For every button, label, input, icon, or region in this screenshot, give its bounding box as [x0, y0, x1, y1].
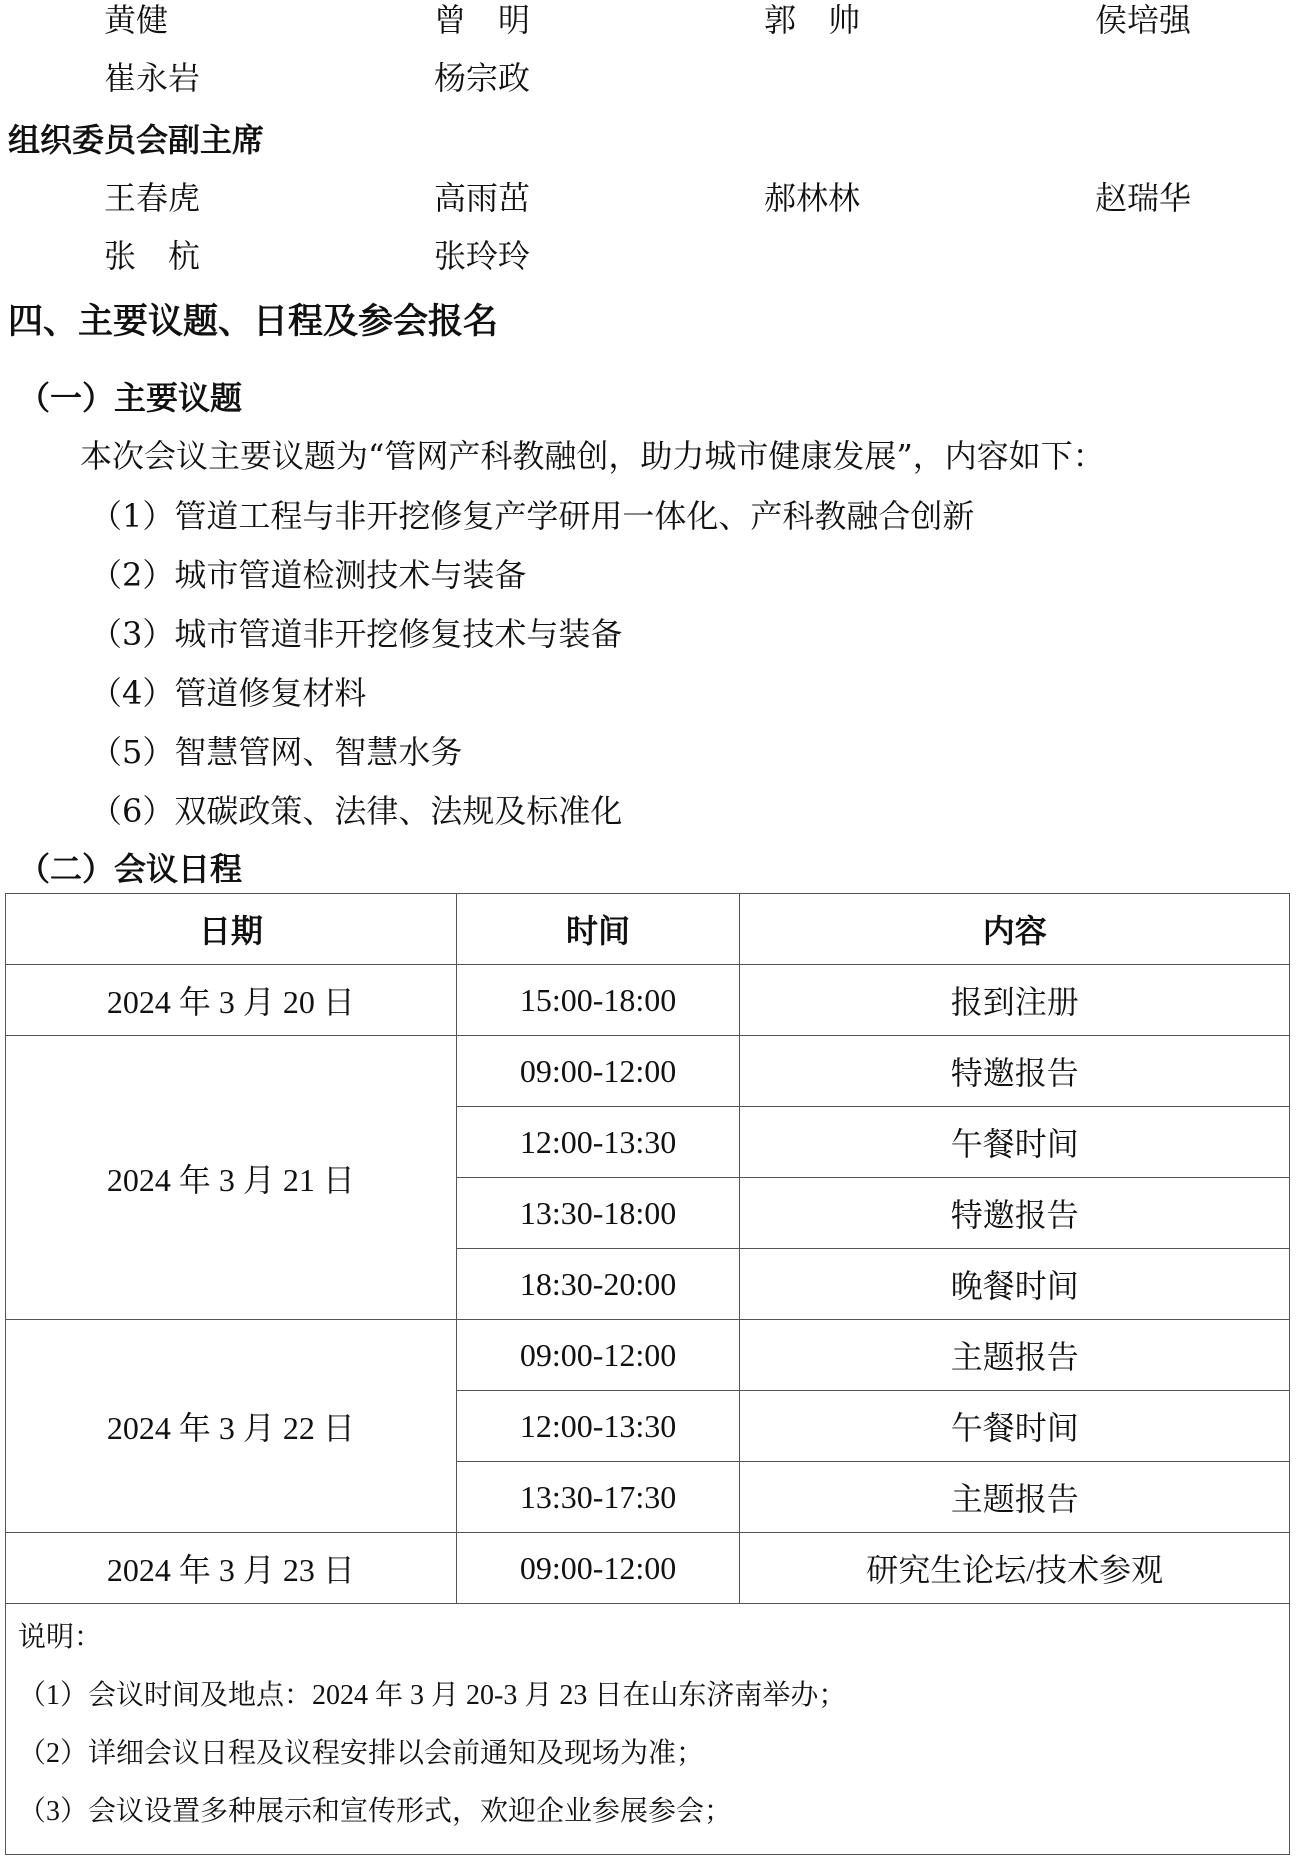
member-name: 曾 明	[434, 1, 531, 39]
vice-member-name: 赵瑞华	[1095, 179, 1192, 217]
member-name: 侯培强	[1095, 1, 1192, 39]
vice-member-name: 王春虎	[104, 179, 201, 217]
subsection-heading-topics: （一）主要议题	[18, 379, 243, 417]
time-cell: 13:30-17:30	[456, 1462, 740, 1533]
topic-item: （3）城市管道非开挖修复技术与装备	[90, 615, 623, 653]
notes-row	[6, 1604, 1290, 1855]
vice-member-name: 张 杭	[104, 237, 201, 275]
date-cell: 2024 年 3 月 20 日	[6, 965, 457, 1036]
member-name: 杨宗政	[434, 59, 531, 97]
note-item: （3）会议设置多种展示和宣传形式，欢迎企业参展参会；	[18, 1796, 733, 1827]
content-cell: 午餐时间	[740, 1107, 1290, 1178]
date-cell: 2024 年 3 月 22 日	[6, 1320, 457, 1533]
content-cell: 午餐时间	[740, 1391, 1290, 1462]
content-cell: 特邀报告	[740, 1178, 1290, 1249]
table-row	[6, 965, 1290, 1036]
column-header-time: 时间	[456, 894, 740, 965]
time-cell: 09:00-12:00	[456, 1320, 740, 1391]
content-cell: 晚餐时间	[740, 1249, 1290, 1320]
section-heading: 四、主要议题、日程及参会报名	[8, 301, 499, 342]
subsection-heading-schedule: （二）会议日程	[18, 850, 243, 888]
table-row	[6, 1533, 1290, 1604]
column-header-content: 内容	[740, 894, 1290, 965]
topic-item: （6）双碳政策、法律、法规及标准化	[90, 792, 623, 830]
content-cell: 报到注册	[740, 965, 1290, 1036]
date-cell: 2024 年 3 月 21 日	[6, 1036, 457, 1320]
member-name: 崔永岩	[104, 59, 201, 97]
notes-cell	[6, 1604, 1290, 1855]
content-cell: 特邀报告	[740, 1036, 1290, 1107]
time-cell: 09:00-12:00	[456, 1533, 740, 1604]
date-cell: 2024 年 3 月 23 日	[6, 1533, 457, 1604]
member-name: 黄健	[104, 1, 169, 39]
column-header-date: 日期	[6, 894, 457, 965]
table-row	[6, 1036, 1290, 1107]
content-cell: 主题报告	[740, 1462, 1290, 1533]
vice-member-name: 郝林林	[764, 179, 861, 217]
topic-item: （5）智慧管网、智慧水务	[90, 733, 463, 771]
note-item: （1）会议时间及地点：2024 年 3 月 20-3 月 23 日在山东济南举办；	[18, 1680, 847, 1711]
schedule-table	[5, 893, 1290, 1855]
vice-member-name: 高雨茁	[434, 179, 531, 217]
notes-label: 说明：	[18, 1622, 103, 1653]
time-cell: 18:30-20:00	[456, 1249, 740, 1320]
time-cell: 15:00-18:00	[456, 965, 740, 1036]
table-row	[6, 1320, 1290, 1391]
table-header-row	[6, 894, 1290, 965]
topics-intro: 本次会议主要议题为“管网产科教融创，助力城市健康发展”，内容如下：	[80, 437, 1105, 475]
content-cell: 研究生论坛/技术参观	[740, 1533, 1290, 1604]
note-item: （2）详细会议日程及议程安排以会前通知及现场为准；	[18, 1738, 705, 1769]
time-cell: 12:00-13:30	[456, 1391, 740, 1462]
vice-chair-heading: 组织委员会副主席	[8, 121, 265, 159]
member-name: 郭 帅	[764, 1, 861, 39]
time-cell: 09:00-12:00	[456, 1036, 740, 1107]
content-cell: 主题报告	[740, 1320, 1290, 1391]
time-cell: 13:30-18:00	[456, 1178, 740, 1249]
vice-member-name: 张玲玲	[434, 237, 531, 275]
topic-item: （4）管道修复材料	[90, 674, 367, 712]
topic-item: （1）管道工程与非开挖修复产学研用一体化、产科教融合创新	[90, 497, 975, 535]
time-cell: 12:00-13:30	[456, 1107, 740, 1178]
topic-item: （2）城市管道检测技术与装备	[90, 556, 527, 594]
